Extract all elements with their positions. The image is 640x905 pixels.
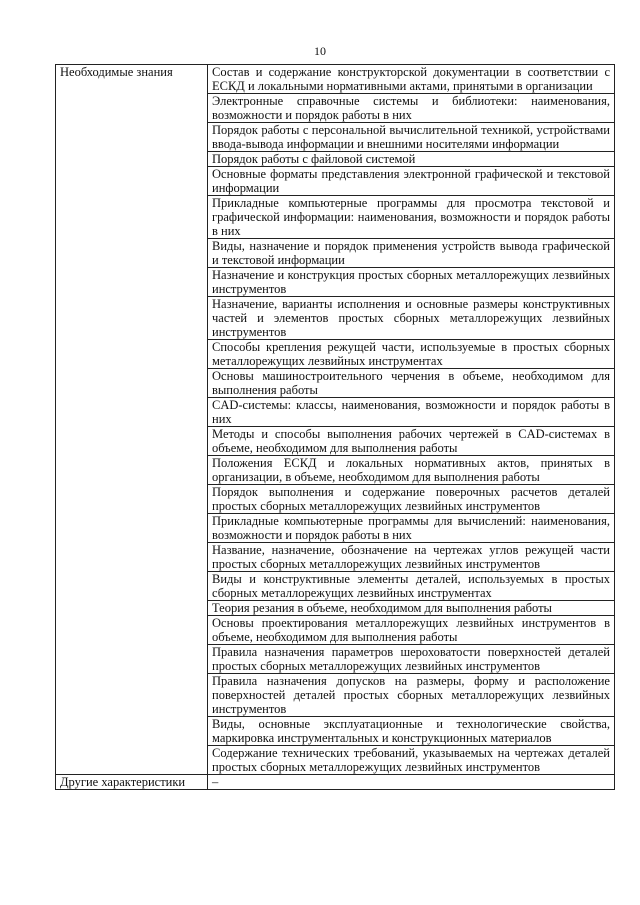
requirements-table-body [56,65,615,790]
requirement-item: Порядок выполнения и содержание поверочных расчетов деталей простых сборных металлорежущих лезвийных инструментов [208,485,615,514]
requirement-item: Порядок работы с файловой системой [208,152,615,167]
requirement-item: Методы и способы выполнения рабочих чертежей в CAD-системах в объеме, необходимом для выполнения работы [208,427,615,456]
page-number: 10 [314,44,326,58]
requirement-item: Назначение и конструкция простых сборных металлорежущих лезвийных инструментов [208,268,615,297]
requirement-item: Состав и содержание конструкторской документации в соответствии с ЕСКД и локальными нормативными актами, принятыми в организации [208,65,615,94]
section-label: Необходимые знания [56,65,208,775]
requirement-item: Основы машиностроительного черчения в объеме, необходимом для выполнения работы [208,369,615,398]
requirement-item: Назначение, варианты исполнения и основные размеры конструктивных частей и элементов простых сборных металлорежущих лезвийных инструментов [208,297,615,340]
requirement-item: Прикладные компьютерные программы для вычислений: наименования, возможности и порядок работы в них [208,514,615,543]
requirement-item: CAD-системы: классы, наименования, возможности и порядок работы в них [208,398,615,427]
requirement-item: Электронные справочные системы и библиотеки: наименования, возможности и порядок работы в них [208,94,615,123]
requirement-item: Правила назначения допусков на размеры, форму и расположение поверхностей деталей простых сборных металлорежущих лезвийных инструментов [208,674,615,717]
requirement-item: Виды и конструктивные элементы деталей, используемых в простых сборных металлорежущих лезвийных инструментах [208,572,615,601]
requirement-item: Теория резания в объеме, необходимом для выполнения работы [208,601,615,616]
requirement-item: Правила назначения параметров шероховатости поверхностей деталей простых сборных металлорежущих лезвийных инструментов [208,645,615,674]
requirement-item: Название, назначение, обозначение на чертежах углов режущей части простых сборных металлорежущих лезвийных инструментов [208,543,615,572]
table-row [56,775,615,790]
requirement-item: Содержание технических требований, указываемых на чертежах деталей простых сборных металлорежущих лезвийных инструментов [208,746,615,775]
table-row [56,65,615,94]
requirement-item: Виды, основные эксплуатационные и технологические свойства, маркировка инструментальных и конструкционных материалов [208,717,615,746]
requirement-item: Основные форматы представления электронной графической и текстовой информации [208,167,615,196]
requirement-item: Способы крепления режущей части, используемые в простых сборных металлорежущих лезвийных инструментах [208,340,615,369]
requirement-item: Виды, назначение и порядок применения устройств вывода графической и текстовой информации [208,239,615,268]
requirement-item: Положения ЕСКД и локальных нормативных актов, принятых в организации, в объеме, необходимом для выполнения работы [208,456,615,485]
requirement-item: Порядок работы с персональной вычислительной техникой, устройствами ввода-вывода информации и внешними носителями информации [208,123,615,152]
requirement-item: – [208,775,615,790]
requirements-table [55,64,615,790]
section-label: Другие характеристики [56,775,208,790]
requirement-item: Прикладные компьютерные программы для просмотра текстовой и графической информации: наименования, возможности и порядок работы в них [208,196,615,239]
requirement-item: Основы проектирования металлорежущих лезвийных инструментов в объеме, необходимом для выполнения работы [208,616,615,645]
